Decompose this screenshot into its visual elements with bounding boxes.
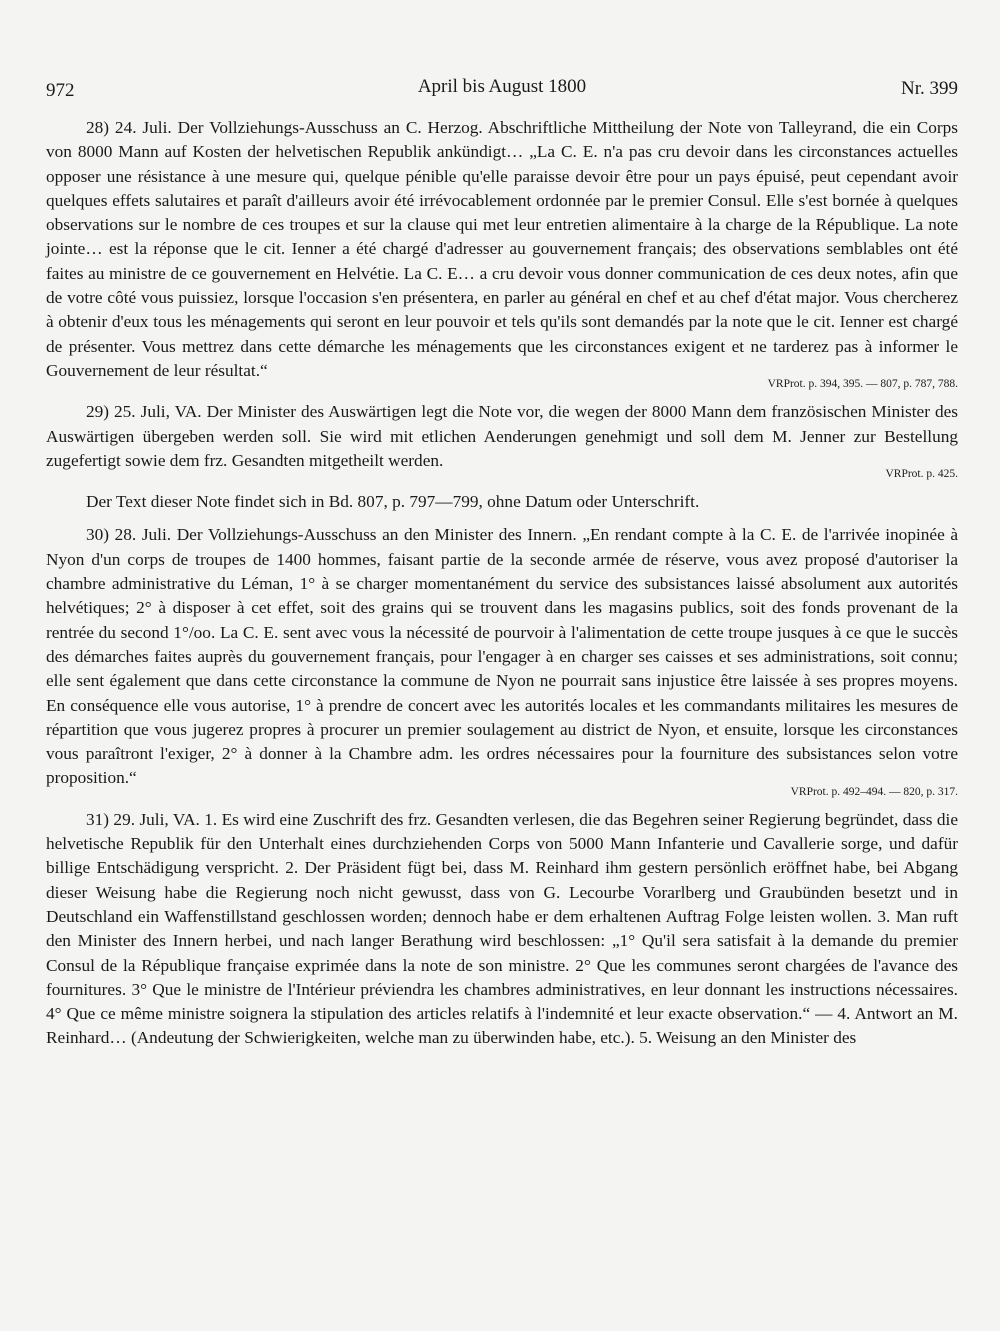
page-number: 972 (46, 80, 75, 101)
entry-reference: VRProt. p. 492–494. — 820, p. 317. (790, 785, 958, 798)
entry-text: 29) 25. Juli, VA. Der Minister des Auswärtigen legt die Note vor, die wegen der 8000 Mann dem französischen Minister des Auswärtigen übergeben werden soll. Sie wird mit etlichen Aenderungen genehmigt und soll dem M. Jenner zur Bestellung zugefertigt sowie dem frz. Gesandten mitgetheilt werden. (46, 402, 958, 470)
entry-30 (46, 523, 958, 798)
entry-reference: VRProt. p. 394, 395. — 807, p. 787, 788. (767, 378, 958, 391)
header-title: April bis August 1800 (417, 76, 587, 97)
entry-28 (46, 116, 958, 391)
document-number: Nr. 399 (901, 78, 958, 99)
entry-29 (46, 400, 958, 481)
entry-text: 28) 24. Juli. Der Vollziehungs-Ausschuss an C. Herzog. Abschriftliche Mittheilung der Note von Talleyrand, die ein Corps von 8000 Mann auf Kosten der helvetischen Republik ankündigt… „La C. E. n'a pas cru devoir dans les circonstances actuelles opposer une résistance à une mesure qui, quelque pénible qu'elle paraisse devoir être pour un pays épuisé, peut cependant avoir quelques effets salutaires et paraît d'ailleurs avoir été irrévocablement ordonnée par le premier Consul. Elle s'est bornée à quelques observations sur le nombre de ces troupes et sur la clause qui met leur entretien alimentaire à la charge de la République. La note jointe… est la réponse que le cit. Ienner a été chargé d'adresser au gouvernement français; des observations semblables ont été faites au ministre de ce gouvernement en Helvétie. La C. E… a cru devoir vous donner communication de ces deux notes, afin que de votre côté vous puissiez, lorsque l'occasion s'en présentera, en parler au général en chef et au chef d'état major. Vous chercherez à obtenir d'eux tous les ménagements qui seront en leur pouvoir et tels qu'ils sont demandés par la note que le cit. Ienner est chargé de présenter. Vous mettrez dans cette démarche les ménagements que les circonstances exigent et ne tarderez pas à informer le Gouvernement de leur résultat.“ (46, 118, 958, 380)
entry-text: 30) 28. Juli. Der Vollziehungs-Ausschuss an den Minister des Innern. „En rendant compte à la C. E. de l'arrivée inopinée à Nyon d'un corps de troupes de 1400 hommes, faisant partie de la seconde armée de réserve, vous avez proposé d'autoriser la chambre administrative du Léman, 1° à se charger momentanément du service des subsistances laissé absolument aux autorités helvétiques; 2° à disposer à cet effet, soit des grains qui se trouvent dans les magasins publics, soit des fonds provenant de la rentrée du second 1°/oo. La C. E. sent avec vous la nécessité de pourvoir à l'alimentation de cette troupe jusques à ce que le succès des démarches faites auprès du gouvernement français, pour l'engager à en charger ses caisses et ses administrations, soit connu; elle sent également que dans cette circonstance la commune de Nyon ne pourrait sans injustice être laissée à ses propres moyens. En conséquence elle vous autorise, 1° à prendre de concert avec les autorités locales et les commandants militaires les mesures de répartition que vous jugerez propres à procurer un premier soulagement au district de Nyon, et ensuite, lorsque les circonstances vous paraîtront l'exiger, 2° à donner à la Chambre adm. les ordres nécessaires pour la fourniture des subsistances selon votre proposition.“ (46, 525, 958, 788)
entry-31 (46, 808, 958, 1051)
running-head (46, 72, 958, 102)
entry-text: 31) 29. Juli, VA. 1. Es wird eine Zuschrift des frz. Gesandten verlesen, die das Begehren seiner Regierung begründet, dass die helvetische Republik für den Unterhalt eines durchziehenden Corps von 5000 Mann Infanterie und Cavallerie sorge, und dafür billige Entschädigung verspricht. 2. Der Präsident fügt bei, dass M. Reinhard ihm gestern persönlich eröffnet habe, bei Abgang dieser Weisung habe die Regierung noch nicht gewusst, dass von G. Lecourbe Vorarlberg und Graubünden besetzt und in Deutschland ein Waffenstillstand geschlossen worden; dennoch habe er dem erhaltenen Auftrag Folge leisten wollen. 3. Man ruft den Minister des Innern herbei, und nach langer Berathung wird beschlossen: „1° Qu'il sera satisfait à la demande du premier Consul de la République française exprimée dans la note de son ministre. 2° Que les communes seront chargées de l'avance des fournitures. 3° Que le ministre de l'Intérieur préviendra les chambres administratives, en leur donnant les instructions nécessaires. 4° Que ce même ministre soignera la stipulation des articles relatifs à l'indemnité et leur exacte observation.“ — 4. Antwort an M. Reinhard… (Andeutung der Schwierigkeiten, welche man zu überwinden habe, etc.). 5. Weisung an den Minister des (46, 809, 958, 1048)
entry-reference: VRProt. p. 425. (885, 468, 958, 481)
editorial-note: Der Text dieser Note findet sich in Bd. 807, p. 797—799, ohne Datum oder Unterschrift. (86, 492, 700, 512)
